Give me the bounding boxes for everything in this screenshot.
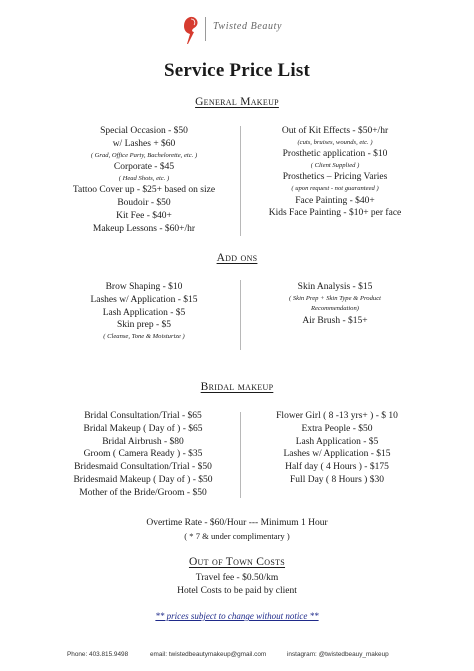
service-item: Bridal Airbrush - $80	[102, 436, 184, 447]
section-heading-out-of-town: Out of Town Costs	[188, 556, 286, 568]
service-note: (cuts, bruises, wounds, etc. )	[297, 138, 373, 146]
column-divider	[240, 412, 241, 498]
service-item: Lashes w/ Application - $15	[90, 294, 198, 305]
service-item: Makeup Lessons - $60+/hr	[92, 223, 196, 234]
service-item: Flower Girl ( 8 -13 yrs+ ) - $ 10	[276, 411, 398, 421]
service-item: Lashes w/ Application - $15	[283, 449, 391, 460]
section-heading-general-makeup: General Makeup	[195, 96, 279, 108]
service-item: Face Painting - $40+	[295, 195, 375, 206]
service-item: Skin Analysis - $15	[297, 282, 373, 292]
add-ons-left-list	[54, 281, 234, 343]
service-item: Skin prep - $5	[116, 320, 172, 331]
service-item: Out of Kit Effects - $50+/hr	[281, 126, 389, 136]
service-item: Kids Face Painting - $10+ per face	[268, 208, 402, 219]
footer-phone[interactable]: Phone: 403.815.9498	[67, 651, 129, 658]
page-title: Service Price List	[163, 60, 311, 81]
service-item: Lash Application - $5	[295, 436, 379, 447]
service-item: Lash Application - $5	[102, 307, 186, 318]
service-note: Recommendation)	[311, 305, 359, 313]
service-item: w/ Lashes + $60	[112, 138, 176, 149]
footer-email[interactable]: email: twistedbeautymakeup@gmail.com	[150, 651, 267, 658]
service-item: Half day ( 4 Hours ) - $175	[285, 462, 389, 473]
service-item: Bridesmaid Makeup ( Day of ) - $50	[73, 474, 213, 485]
out-of-town-list	[0, 572, 474, 598]
overtime-block	[0, 517, 474, 543]
logo-divider	[205, 17, 206, 41]
brand-name: Twisted Beauty	[213, 21, 283, 32]
hotel-costs: Hotel Costs to be paid by client	[177, 585, 297, 596]
service-item: Prosthetics – Pricing Varies	[282, 172, 388, 183]
service-item: Kit Fee - $40+	[116, 210, 172, 221]
add-ons-right-list	[246, 281, 424, 327]
service-item: Air Brush - $15+	[302, 315, 368, 326]
service-item: Full Day ( 8 Hours ) $30	[290, 474, 384, 485]
column-divider	[240, 280, 241, 350]
service-item: Groom ( Camera Ready ) - $35	[83, 449, 203, 460]
service-note: ( Cleanse, Tone & Moisturize )	[103, 333, 185, 341]
overtime-note: ( * 7 & under complimentary )	[184, 530, 290, 541]
service-item: Extra People - $50	[301, 423, 373, 434]
service-item: Prosthetic application - $10	[282, 149, 388, 160]
service-note: ( Client Supplied )	[310, 162, 360, 169]
footer-instagram[interactable]: instagram: @twistedbeauy_makeup	[287, 651, 389, 658]
footer	[0, 651, 474, 665]
service-note: ( Grad, Office Party, Bachelorette, etc. )	[90, 151, 198, 159]
travel-fee: Travel fee - $0.50/km	[195, 573, 279, 583]
service-item: Special Occasion - $50	[100, 126, 188, 136]
bridal-makeup-left-list	[48, 410, 238, 500]
brand-logo-icon	[182, 14, 200, 44]
service-item: Boudoir - $50	[117, 198, 171, 208]
service-note: ( Head Shots, etc. )	[118, 174, 170, 182]
general-makeup-right-list	[246, 125, 424, 220]
service-note: ( Skin Prep + Skin Type & Product	[289, 294, 381, 302]
service-item: Brow Shaping - $10	[105, 282, 183, 292]
price-disclaimer: ** prices subject to change without notice **	[155, 611, 319, 621]
section-heading-bridal-makeup: Bridal makeup	[200, 381, 274, 393]
column-divider	[240, 126, 241, 236]
service-item: Tattoo Cover up - $25+ based on size	[72, 185, 216, 196]
section-heading-add-ons: Add ons	[216, 252, 258, 264]
general-makeup-left-list	[54, 125, 234, 235]
service-item: Bridal Makeup ( Day of ) - $65	[83, 423, 203, 434]
service-item: Bridesmaid Consultation/Trial - $50	[74, 462, 212, 473]
overtime-rate: Overtime Rate - $60/Hour --- Minimum 1 Hour	[146, 518, 328, 528]
service-item: Corporate - $45	[113, 162, 175, 172]
service-note: ( upon request - not guaranteed )	[291, 185, 379, 193]
header-logo	[0, 9, 474, 49]
bridal-makeup-right-list	[248, 410, 426, 487]
service-item: Mother of the Bride/Groom - $50	[79, 487, 207, 498]
service-item: Bridal Consultation/Trial - $65	[84, 411, 202, 421]
